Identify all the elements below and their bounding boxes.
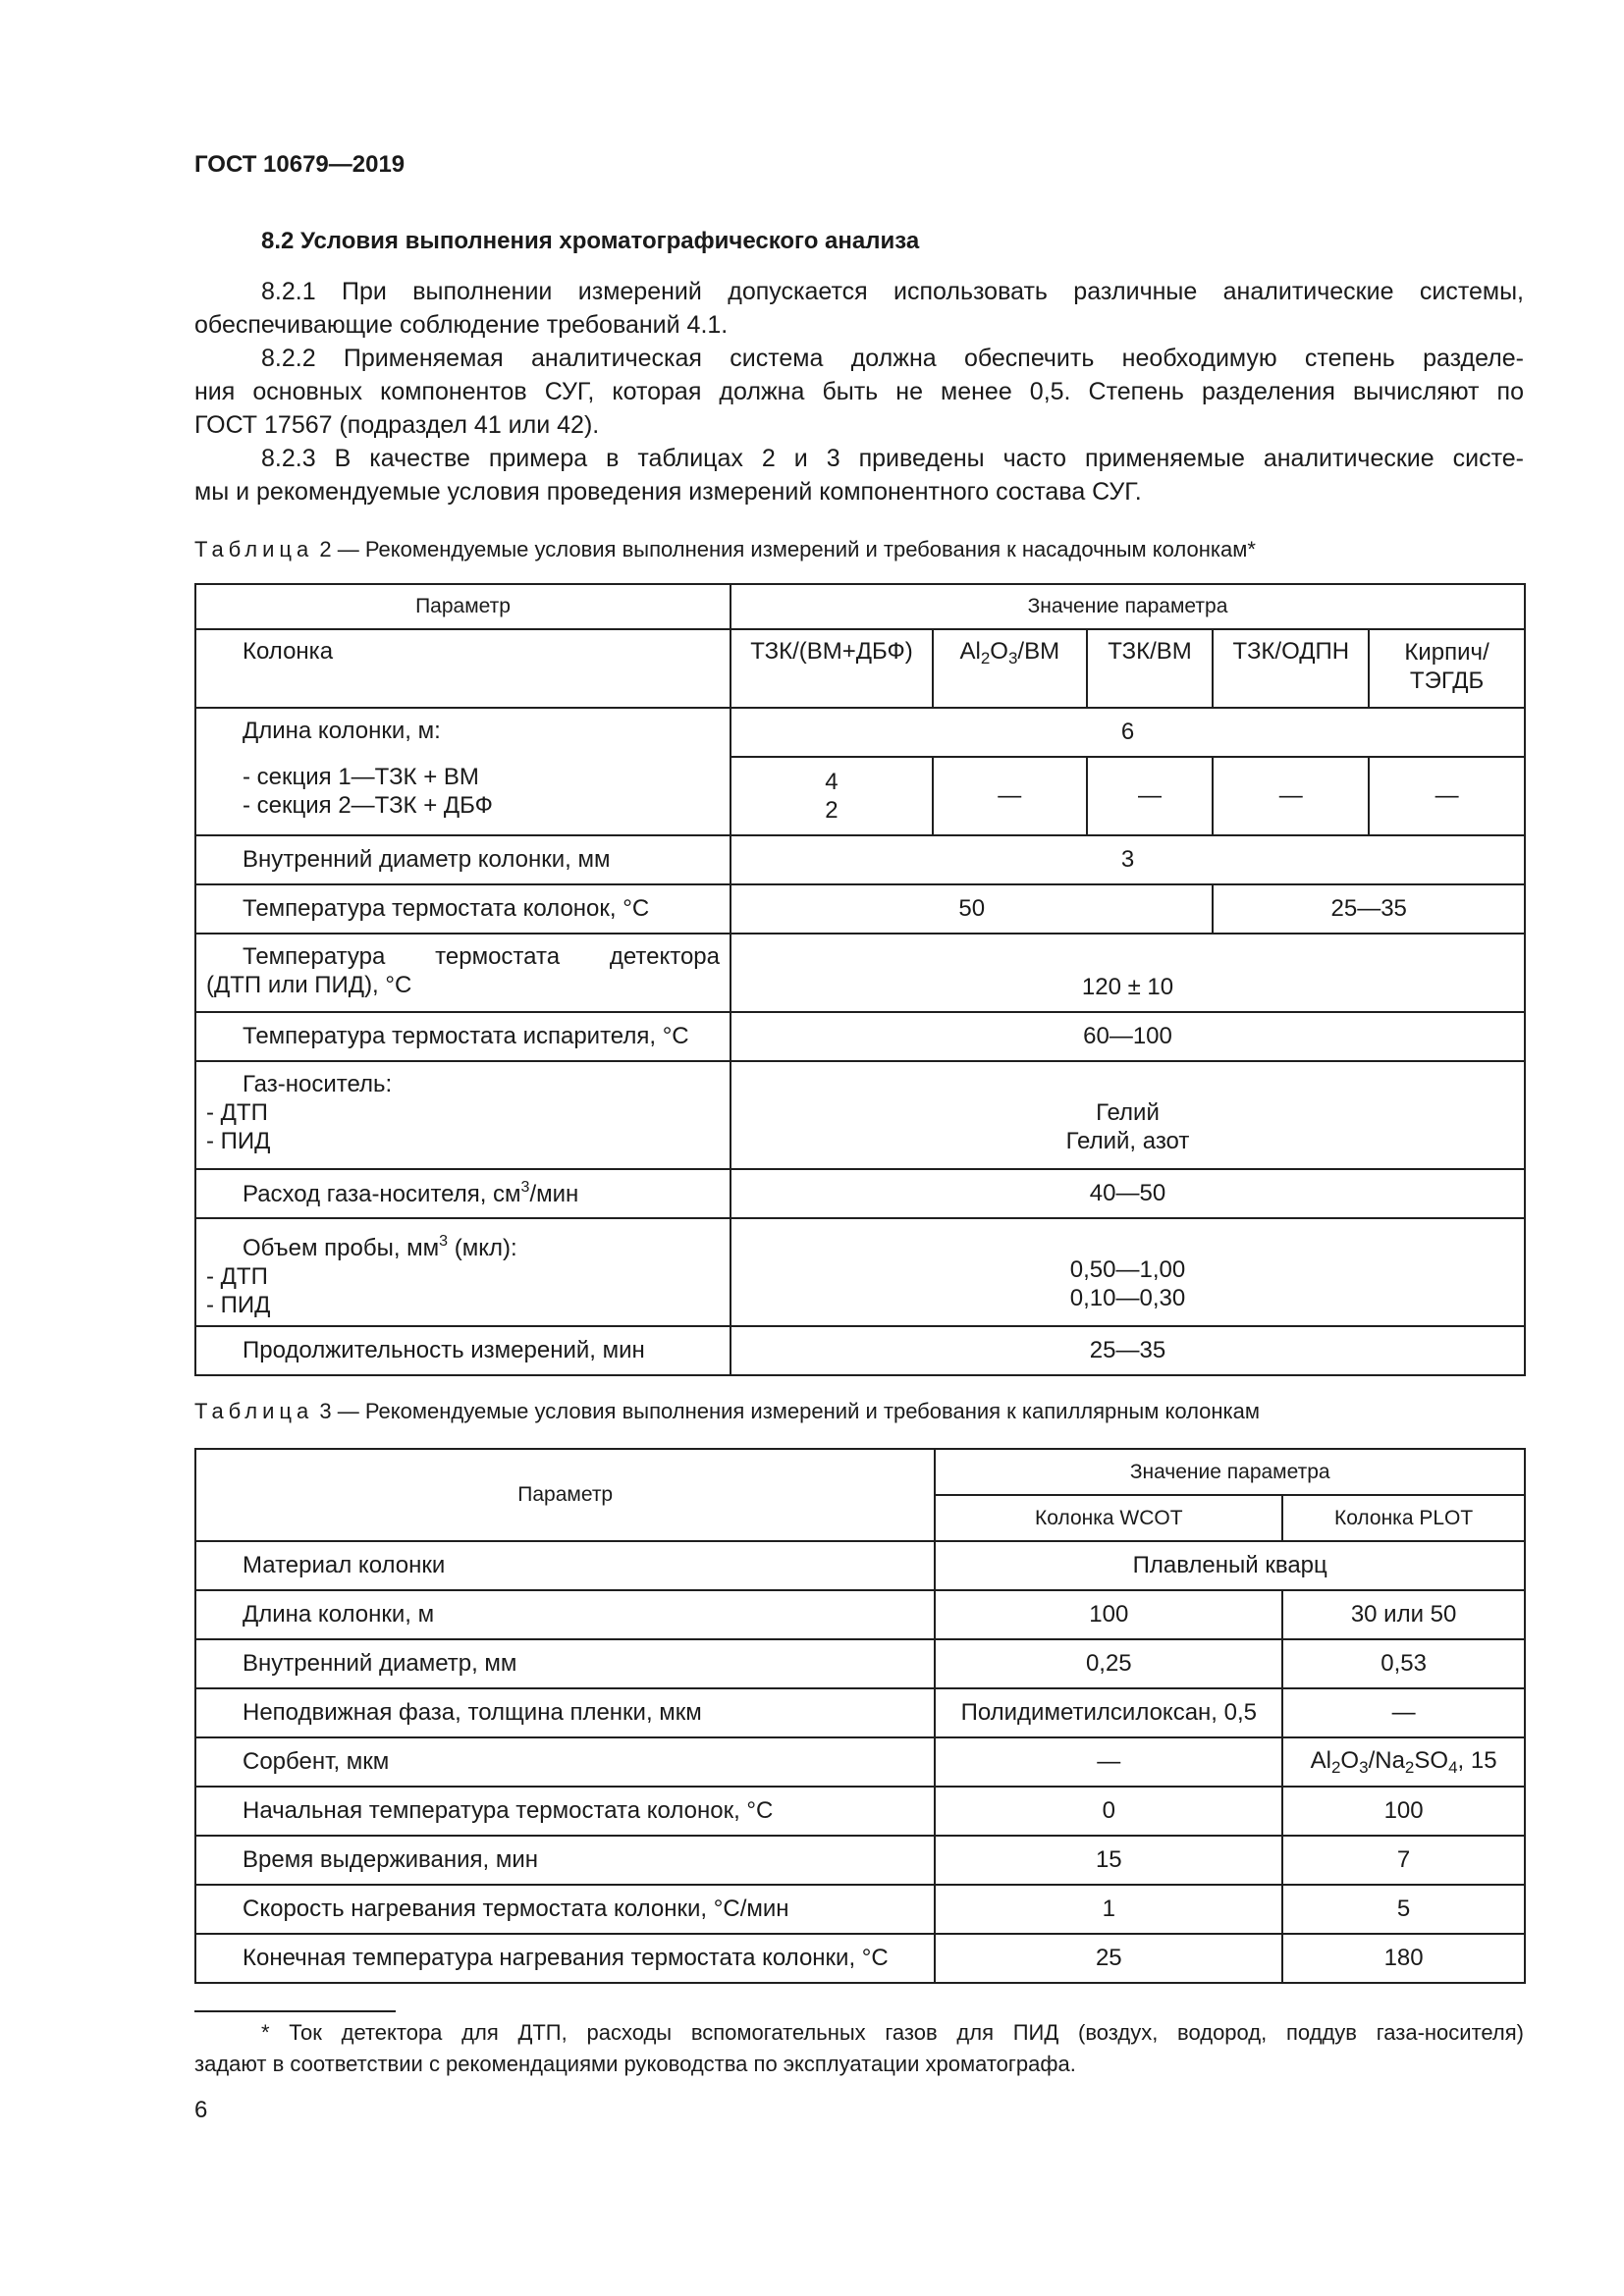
label-part: Расход газа-носителя, см [243, 1181, 521, 1207]
table-row [195, 1934, 1525, 1983]
caption-word: Таблица [194, 1399, 314, 1423]
carrier-flow-label [195, 1169, 731, 1218]
paragraph-line: 8.2.2 Применяемая аналитическая система должна обеспечить необходимую степень разделе- [261, 345, 1524, 372]
section2-label: - секция 2—ТЗК + ДБФ [243, 792, 493, 819]
cell-line: - ПИД [206, 1128, 271, 1154]
header-param: Параметр [195, 1449, 935, 1541]
wcot-value: 25 [935, 1934, 1282, 1983]
wcot-value: 0 [935, 1787, 1282, 1836]
label-part: (мкл): [448, 1235, 517, 1261]
row-label: Начальная температура термостата колонок, °С [195, 1787, 935, 1836]
document-header: ГОСТ 10679—2019 [194, 151, 406, 178]
duration-value: 25—35 [731, 1326, 1525, 1375]
row-label: Конечная температура нагревания термостата колонки, °С [195, 1934, 935, 1983]
column-row-label: Колонка [195, 629, 731, 708]
table-row [195, 1688, 1525, 1737]
paragraph-8-2-3 [194, 442, 1524, 508]
cell-line: Гелий, азот [1065, 1128, 1190, 1154]
evaporator-temp-value: 60—100 [731, 1012, 1525, 1061]
cell-line: 0,10—0,30 [1069, 1285, 1186, 1311]
section1-value: 4 [825, 769, 839, 795]
caption-word: Таблица [194, 537, 314, 561]
plot-value: 180 [1282, 1934, 1525, 1983]
dash-cell: — [1087, 757, 1214, 835]
header-param: Параметр [195, 584, 731, 629]
cell-line: Температура термостата детектора [243, 943, 720, 970]
cell-line: - ПИД [206, 1292, 271, 1318]
header-wcot: Колонка WCOT [935, 1495, 1282, 1541]
formula-subscript: 4 [1448, 1757, 1458, 1777]
section1-label: - секция 1—ТЗК + ВМ [243, 764, 479, 790]
cell-line: Гелий [1096, 1099, 1160, 1126]
caption-text: 3 — Рекомендуемые условия выполнения измерений и требования к капиллярным колонкам [313, 1399, 1261, 1423]
formula-subscript: 2 [1404, 1757, 1415, 1777]
paragraph-8-2-1 [194, 275, 1524, 342]
formula-subscript: 2 [1330, 1757, 1341, 1777]
formula-part: /Na [1368, 1746, 1405, 1774]
paragraph-line: ГОСТ 17567 (подраздел 41 или 42). [194, 411, 600, 439]
wcot-value: 15 [935, 1836, 1282, 1885]
table-row [195, 1737, 1525, 1787]
plot-value: 30 или 50 [1282, 1590, 1525, 1639]
table2 [194, 583, 1526, 1376]
carrier-flow-value: 40—50 [731, 1169, 1525, 1218]
formula-part: SO [1414, 1746, 1449, 1774]
cell-line [243, 1227, 720, 1262]
cell-line: Кирпич/ [1404, 639, 1489, 666]
column-type-3: ТЗК/ВМ [1087, 629, 1214, 708]
section2-value: 2 [825, 797, 839, 824]
wcot-value: 1 [935, 1885, 1282, 1934]
wcot-value: Полидиметилсилоксан, 0,5 [935, 1688, 1282, 1737]
formula-subscript: 3 [1007, 649, 1018, 667]
plot-value: 5 [1282, 1885, 1525, 1934]
column-type-1: ТЗК/(ВМ+ДБФ) [731, 629, 933, 708]
table2-caption [194, 537, 1256, 562]
row-label: Неподвижная фаза, толщина пленки, мкм [195, 1688, 935, 1737]
paragraph-8-2-2 [194, 342, 1524, 442]
sample-volume-values [731, 1218, 1525, 1326]
cell-line: (ДТП или ПИД), °С [206, 972, 412, 998]
row-label: Сорбент, мкм [195, 1737, 935, 1787]
row-label: Длина колонки, м [195, 1590, 935, 1639]
footnote-line: задают в соответствии с рекомендациями руководства по эксплуатации хроматографа. [194, 2052, 1076, 2076]
oven-temp-value-2: 25—35 [1213, 884, 1525, 934]
length-value: 6 [731, 708, 1525, 757]
paragraph-line: 8.2.1 При выполнении измерений допускается использовать различные аналитические системы, [261, 278, 1524, 305]
superscript: 3 [520, 1179, 530, 1196]
material-label: Материал колонки [195, 1541, 935, 1590]
footnote-separator [194, 2010, 396, 2012]
oven-temp-value-1: 50 [731, 884, 1213, 934]
caption-text: 2 — Рекомендуемые условия выполнения измерений и требования к насадочным колонкам* [313, 537, 1256, 561]
duration-label: Продолжительность измерений, мин [195, 1326, 731, 1375]
plot-value: 0,53 [1282, 1639, 1525, 1688]
page-number: 6 [194, 2097, 208, 2123]
header-value: Значение параметра [731, 584, 1525, 629]
cell-line: - ДТП [206, 1263, 268, 1290]
column-type-4: ТЗК/ОДПН [1213, 629, 1369, 708]
table-row [195, 1639, 1525, 1688]
header-value: Значение параметра [935, 1449, 1525, 1495]
formula-part: /ВМ [1017, 638, 1060, 665]
sample-volume-label [195, 1218, 731, 1326]
table3 [194, 1448, 1526, 1984]
paragraph-line: 8.2.3 В качестве примера в таблицах 2 и 3 приведены часто применяемые аналитические систе- [261, 445, 1524, 472]
row-label: Время выдерживания, мин [195, 1836, 935, 1885]
section-title: 8.2 Условия выполнения хроматографического анализа [261, 228, 920, 254]
plot-value: — [1282, 1688, 1525, 1737]
row-label: Внутренний диаметр, мм [195, 1639, 935, 1688]
length-label-cell [195, 708, 731, 835]
formula-subscript: 3 [1359, 1757, 1369, 1777]
footnote [194, 2017, 1524, 2080]
wcot-value: 0,25 [935, 1639, 1282, 1688]
table-row [195, 1787, 1525, 1836]
plot-value: 7 [1282, 1836, 1525, 1885]
label-part: Объем пробы, мм [243, 1235, 440, 1261]
cell-line: ТЭГДБ [1409, 667, 1485, 694]
label-part: /мин [529, 1181, 579, 1207]
table-row [195, 1836, 1525, 1885]
carrier-gas-values [731, 1061, 1525, 1169]
footnote-line: * Ток детектора для ДТП, расходы вспомогательных газов для ПИД (воздух, водород, поддув газа-носителя) [261, 2020, 1524, 2045]
table-row [195, 1885, 1525, 1934]
paragraph-line: ния основных компонентов СУГ, которая должна быть не менее 0,5. Степень разделения вычисляют по [194, 378, 1524, 405]
cell-line: 0,50—1,00 [1069, 1256, 1186, 1283]
length-label: Длина колонки, м: [243, 718, 441, 744]
oven-temp-label: Температура термостата колонок, °С [195, 884, 731, 934]
formula-subscript: 2 [980, 649, 991, 667]
dash-cell: — [1369, 757, 1525, 835]
section-values [731, 757, 933, 835]
column-type-5 [1369, 629, 1525, 708]
inner-diameter-value: 3 [731, 835, 1525, 884]
formula-part: O [990, 638, 1008, 665]
wcot-value: 100 [935, 1590, 1282, 1639]
formula-part: Al [1310, 1746, 1331, 1774]
formula-part: Al [959, 638, 981, 665]
column-type-2 [933, 629, 1087, 708]
cell-line: - ДТП [206, 1099, 268, 1126]
inner-diameter-label: Внутренний диаметр колонки, мм [195, 835, 731, 884]
dash-cell: — [933, 757, 1087, 835]
table-row [195, 1590, 1525, 1639]
paragraph-line: мы и рекомендуемые условия проведения измерений компонентного состава СУГ. [194, 478, 1142, 506]
paragraph-line: обеспечивающие соблюдение требований 4.1. [194, 311, 729, 339]
dash-cell: — [1213, 757, 1369, 835]
formula-part: , 15 [1457, 1746, 1497, 1774]
header-plot: Колонка PLOT [1282, 1495, 1525, 1541]
plot-value: 100 [1282, 1787, 1525, 1836]
detector-temp-value: 120 ± 10 [731, 934, 1525, 1012]
table3-caption [194, 1399, 1260, 1424]
row-label: Скорость нагревания термостата колонки, °С/мин [195, 1885, 935, 1934]
plot-value [1282, 1737, 1525, 1787]
formula-part: O [1340, 1746, 1360, 1774]
cell-line: Газ-носитель: [243, 1071, 393, 1097]
material-value: Плавленый кварц [935, 1541, 1525, 1590]
detector-temp-label [195, 934, 731, 1012]
superscript: 3 [439, 1233, 449, 1250]
wcot-value: — [935, 1737, 1282, 1787]
carrier-gas-label [195, 1061, 731, 1169]
evaporator-temp-label: Температура термостата испарителя, °С [195, 1012, 731, 1061]
